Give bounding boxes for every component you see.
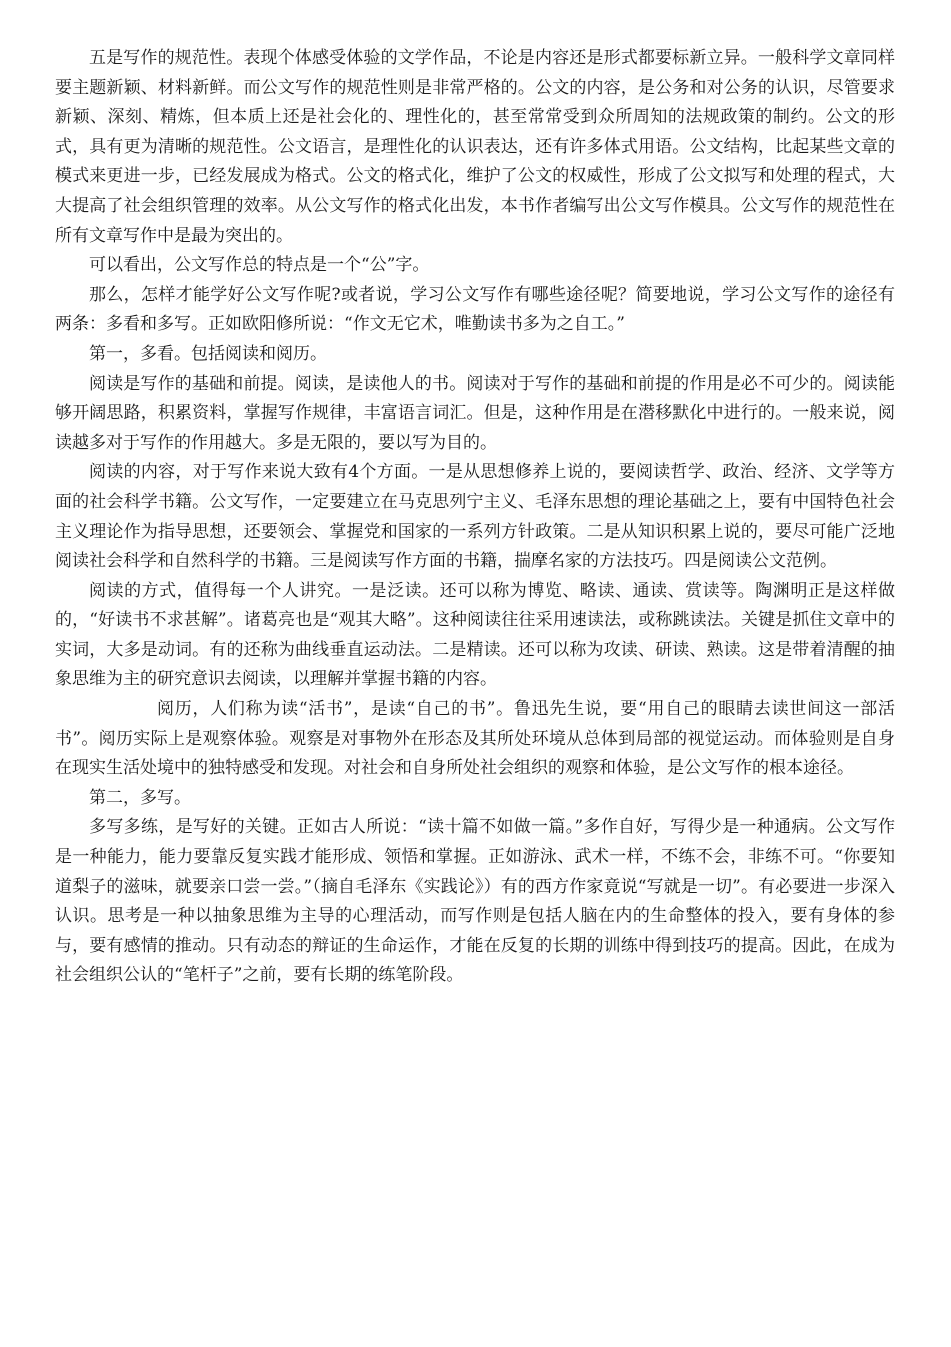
document-page bbox=[55, 44, 895, 991]
paragraph-how-to-learn: 那么，怎样才能学好公文写作呢?或者说，学习公文写作有哪些途径呢？简要地说，学习公文写作的途径有两条：多看和多写。正如欧阳修所说：“作文无它术，唯勤读书多为之自工。” bbox=[55, 284, 895, 335]
paragraph-heading-write-more: 第二，多写。 bbox=[89, 787, 191, 808]
paragraph-summary: 可以看出，公文写作总的特点是一个“公”字。 bbox=[89, 255, 430, 276]
paragraph-reading-content: 阅读的内容，对于写作来说大致有4个方面。一是从思想修养上说的，要阅读哲学、政治、经济、文学等方面的社会科学书籍。公文写作，一定要建立在马克思列宁主义、毛泽东思想的理论基础之上，要有中国特色社会主义理论作为指导思想，还要领会、掌握党和国家的一系列方针政策。二是从知识积累上说的，要尽可能广泛地阅读社会科学和自然科学的书籍。三是阅读写作方面的书籍，揣摩名家的方法技巧。四是阅读公文范例。 bbox=[55, 462, 895, 572]
paragraph-experience: 阅历，人们称为读“活书”，是读“自己的书”。鲁迅先生说，要“用自己的眼睛去读世间这一部活书”。阅历实际上是观察体验。观察是对事物外在形态及其所处环境从总体到局部的视觉运动。而体验则是自身在现实生活处境中的独特感受和发现。对社会和自身所处社会组织的观察和体验，是公文写作的根本途径。 bbox=[55, 699, 895, 779]
paragraph-reading-foundation: 阅读是写作的基础和前提。阅读，是读他人的书。阅读对于写作的基础和前提的作用是必不可少的。阅读能够开阔思路，积累资料，掌握写作规律，丰富语言词汇。但是，这种作用是在潜移默化中进行的。一般来说，阅读越多对于写作的作用越大。多是无限的，要以写为目的。 bbox=[55, 373, 895, 453]
paragraph-heading-read-more: 第一，多看。包括阅读和阅历。 bbox=[89, 343, 327, 364]
paragraph-practice-writing: 多写多练，是写好的关键。正如古人所说：“读十篇不如做一篇。”多作自好，写得少是一种通病。公文写作是一种能力，能力要靠反复实践才能形成、领悟和掌握。正如游泳、武术一样，不练不会，非练不可。“你要知道梨子的滋味，就要亲口尝一尝。”（摘自毛泽东《实践论》）有的西方作家竟说“写就是一切”。有必要进一步深入认识。思考是一种以抽象思维为主导的心理活动，而写作则是包括人脑在内的生命整体的投入，要有身体的参与，要有感情的推动。只有动态的辩证的生命运作，才能在反复的长期的训练中得到技巧的提高。因此，在成为社会组织公认的“笔杆子”之前，要有长期的练笔阶段。 bbox=[55, 817, 895, 986]
paragraph-standardization: 五是写作的规范性。表现个体感受体验的文学作品，不论是内容还是形式都要标新立异。一般科学文章同样要主题新颖、材料新鲜。而公文写作的规范性则是非常严格的。公文的内容，是公务和对公务的认识，尽管要求新颖、深刻、精炼，但本质上还是社会化的、理性化的，甚至常常受到众所周知的法规政策的制约。公文的形式，具有更为清晰的规范性。公文语言，是理性化的认识表达，还有许多体式用语。公文结构，比起某些文章的模式来更进一步，已经发展成为格式。公文的格式化，维护了公文的权威性，形成了公文拟写和处理的程式，大大提高了社会组织管理的效率。从公文写作的格式化出发，本书作者编写出公文写作模具。公文写作的规范性在所有文章写作中是最为突出的。 bbox=[55, 48, 895, 246]
paragraph-reading-methods: 阅读的方式，值得每一个人讲究。一是泛读。还可以称为博览、略读、通读、赏读等。陶渊明正是这样做的，“好读书不求甚解”。诸葛亮也是“观其大略”。这种阅读往往采用速读法，或称跳读法。关键是抓住文章中的实词，大多是动词。有的还称为曲线垂直运动法。二是精读。还可以称为攻读、研读、熟读。这是带着清醒的抽象思维为主的研究意识去阅读，以理解并掌握书籍的内容。 bbox=[55, 580, 895, 690]
